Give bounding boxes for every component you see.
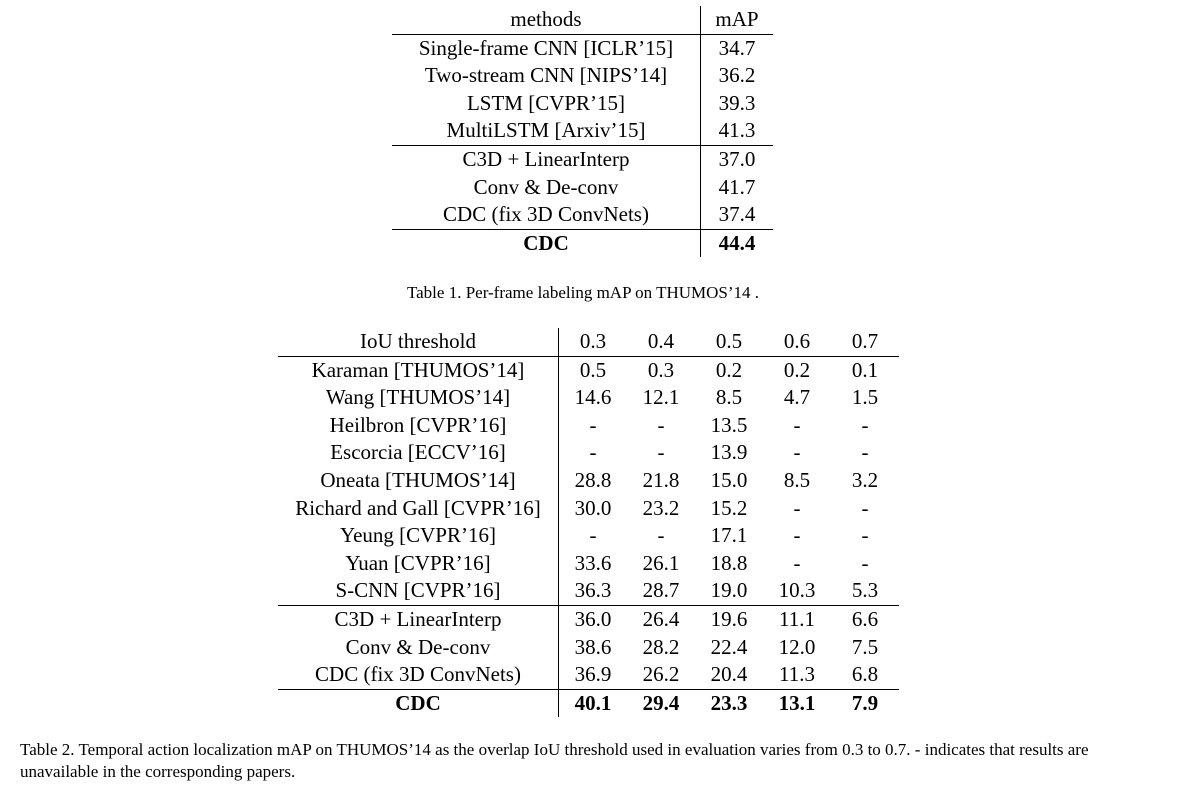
- value-cell: -: [657, 523, 665, 548]
- value-cell: 44.4: [701, 229, 774, 257]
- table2-caption: Table 2. Temporal action localization mAP on THUMOS’14 as the overlap IoU threshold used in evaluation varies from 0.3 to 0.7. - indicates that results are unavailable in the corresponding papers.: [20, 740, 1089, 781]
- value-cell: 15.2: [710, 495, 748, 520]
- value-cell: 23.2: [642, 495, 680, 520]
- value-cell: 40.1: [559, 689, 628, 717]
- value-cell: 41.7: [718, 174, 756, 199]
- value-cell: 13.5: [710, 412, 748, 437]
- value-cell: 18.8: [710, 550, 748, 575]
- method-cell: Escorcia [ECCV’16]: [278, 439, 559, 467]
- value-cell: -: [589, 440, 597, 465]
- value-cell: 41.3: [718, 118, 756, 143]
- value-cell: -: [861, 495, 869, 520]
- value-cell: -: [861, 550, 869, 575]
- value-cell: 12.1: [642, 385, 680, 410]
- header-cell: 0.7: [851, 329, 879, 353]
- header-cell: methods: [392, 6, 701, 34]
- value-cell: 23.3: [695, 689, 763, 717]
- method-cell: Two-stream CNN [NIPS’14]: [392, 62, 701, 90]
- value-cell: 19.0: [710, 578, 748, 603]
- table-row: [278, 550, 899, 578]
- table-row: [278, 356, 899, 384]
- table-row: [278, 605, 899, 633]
- header-cell: 0.3: [579, 329, 607, 353]
- value-cell: 21.8: [642, 467, 680, 492]
- method-cell: Karaman [THUMOS’14]: [278, 356, 559, 384]
- value-cell: 12.0: [778, 634, 816, 659]
- method-cell: Conv & De-conv: [278, 634, 559, 662]
- method-cell: CDC (fix 3D ConvNets): [278, 661, 559, 689]
- table-row: [392, 201, 773, 229]
- value-cell: 30.0: [574, 495, 612, 520]
- value-cell: 0.2: [763, 356, 831, 384]
- value-cell: -: [657, 412, 665, 437]
- table-row: [278, 495, 899, 523]
- value-cell: 1.5: [851, 385, 879, 410]
- header-cell: mAP: [715, 7, 759, 31]
- table-row: [278, 577, 899, 605]
- value-cell: 5.3: [851, 578, 879, 603]
- method-cell: Yuan [CVPR’16]: [278, 550, 559, 578]
- method-cell: Heilbron [CVPR’16]: [278, 412, 559, 440]
- method-cell: CDC: [392, 229, 701, 257]
- header-cell: IoU threshold: [278, 328, 559, 356]
- method-cell: CDC (fix 3D ConvNets): [392, 201, 701, 229]
- header-row: [392, 6, 773, 34]
- table-row: [392, 62, 773, 90]
- header-cell: 0.5: [715, 329, 743, 353]
- value-cell: -: [793, 495, 801, 520]
- table-row: [392, 145, 773, 173]
- value-cell: 13.9: [710, 440, 748, 465]
- value-cell: -: [793, 550, 801, 575]
- value-cell: 6.8: [851, 662, 879, 687]
- table-row: [278, 634, 899, 662]
- value-cell: 36.9: [574, 662, 612, 687]
- value-cell: 36.2: [718, 63, 756, 88]
- table-temporal-localization: [278, 328, 899, 717]
- value-cell: -: [657, 440, 665, 465]
- method-cell: C3D + LinearInterp: [278, 605, 559, 633]
- table-row: [392, 229, 773, 257]
- table-row: [278, 661, 899, 689]
- value-cell: 7.9: [831, 689, 899, 717]
- method-cell: Oneata [THUMOS’14]: [278, 467, 559, 495]
- value-cell: -: [861, 523, 869, 548]
- value-cell: 19.6: [695, 605, 763, 633]
- value-cell: -: [861, 412, 869, 437]
- value-cell: 11.3: [779, 662, 815, 687]
- value-cell: 0.5: [559, 356, 628, 384]
- value-cell: 0.1: [831, 356, 899, 384]
- method-cell: C3D + LinearInterp: [392, 145, 701, 173]
- method-cell: CDC: [278, 689, 559, 717]
- value-cell: 14.6: [574, 385, 612, 410]
- value-cell: 36.3: [574, 578, 612, 603]
- value-cell: 37.0: [701, 145, 774, 173]
- value-cell: 28.8: [574, 467, 612, 492]
- method-cell: Wang [THUMOS’14]: [278, 384, 559, 412]
- value-cell: 28.2: [642, 634, 680, 659]
- table-row: [392, 174, 773, 202]
- value-cell: -: [861, 440, 869, 465]
- value-cell: 36.0: [559, 605, 628, 633]
- value-cell: 33.6: [574, 550, 612, 575]
- value-cell: -: [793, 440, 801, 465]
- value-cell: 10.3: [778, 578, 816, 603]
- value-cell: 34.7: [701, 34, 774, 62]
- value-cell: 28.7: [642, 578, 680, 603]
- value-cell: 4.7: [783, 385, 811, 410]
- table1-caption: Table 1. Per-frame labeling mAP on THUMOS’14 .: [406, 283, 760, 302]
- header-cell: 0.6: [783, 329, 811, 353]
- table-row: [392, 34, 773, 62]
- value-cell: 17.1: [710, 523, 748, 548]
- table-per-frame-labeling: [392, 6, 773, 257]
- value-cell: 26.4: [627, 605, 695, 633]
- value-cell: -: [589, 412, 597, 437]
- value-cell: 37.4: [718, 202, 756, 227]
- value-cell: 8.5: [715, 385, 743, 410]
- value-cell: -: [793, 412, 801, 437]
- table-row: [278, 412, 899, 440]
- table-row: [392, 90, 773, 118]
- value-cell: 8.5: [783, 467, 811, 492]
- method-cell: S-CNN [CVPR’16]: [278, 577, 559, 605]
- header-row: [278, 328, 899, 356]
- method-cell: Richard and Gall [CVPR’16]: [278, 495, 559, 523]
- value-cell: 22.4: [710, 634, 748, 659]
- table-row: [278, 689, 899, 717]
- value-cell: -: [793, 523, 801, 548]
- table-row: [278, 522, 899, 550]
- method-cell: Single-frame CNN [ICLR’15]: [392, 34, 701, 62]
- method-cell: MultiLSTM [Arxiv’15]: [392, 117, 701, 145]
- value-cell: 39.3: [718, 90, 756, 115]
- value-cell: 20.4: [710, 662, 748, 687]
- value-cell: 38.6: [574, 634, 612, 659]
- method-cell: Conv & De-conv: [392, 174, 701, 202]
- table-row: [278, 439, 899, 467]
- table-row: [392, 117, 773, 145]
- table-row: [278, 384, 899, 412]
- value-cell: 11.1: [763, 605, 831, 633]
- value-cell: 7.5: [851, 634, 879, 659]
- method-cell: Yeung [CVPR’16]: [278, 522, 559, 550]
- method-cell: LSTM [CVPR’15]: [392, 90, 701, 118]
- value-cell: 0.2: [695, 356, 763, 384]
- header-cell: 0.4: [647, 329, 675, 353]
- value-cell: 0.3: [627, 356, 695, 384]
- value-cell: 26.1: [642, 550, 680, 575]
- value-cell: 3.2: [851, 467, 879, 492]
- value-cell: 6.6: [831, 605, 899, 633]
- table-row: [278, 467, 899, 495]
- value-cell: 26.2: [642, 662, 680, 687]
- value-cell: -: [589, 523, 597, 548]
- value-cell: 29.4: [627, 689, 695, 717]
- value-cell: 13.1: [763, 689, 831, 717]
- value-cell: 15.0: [710, 467, 748, 492]
